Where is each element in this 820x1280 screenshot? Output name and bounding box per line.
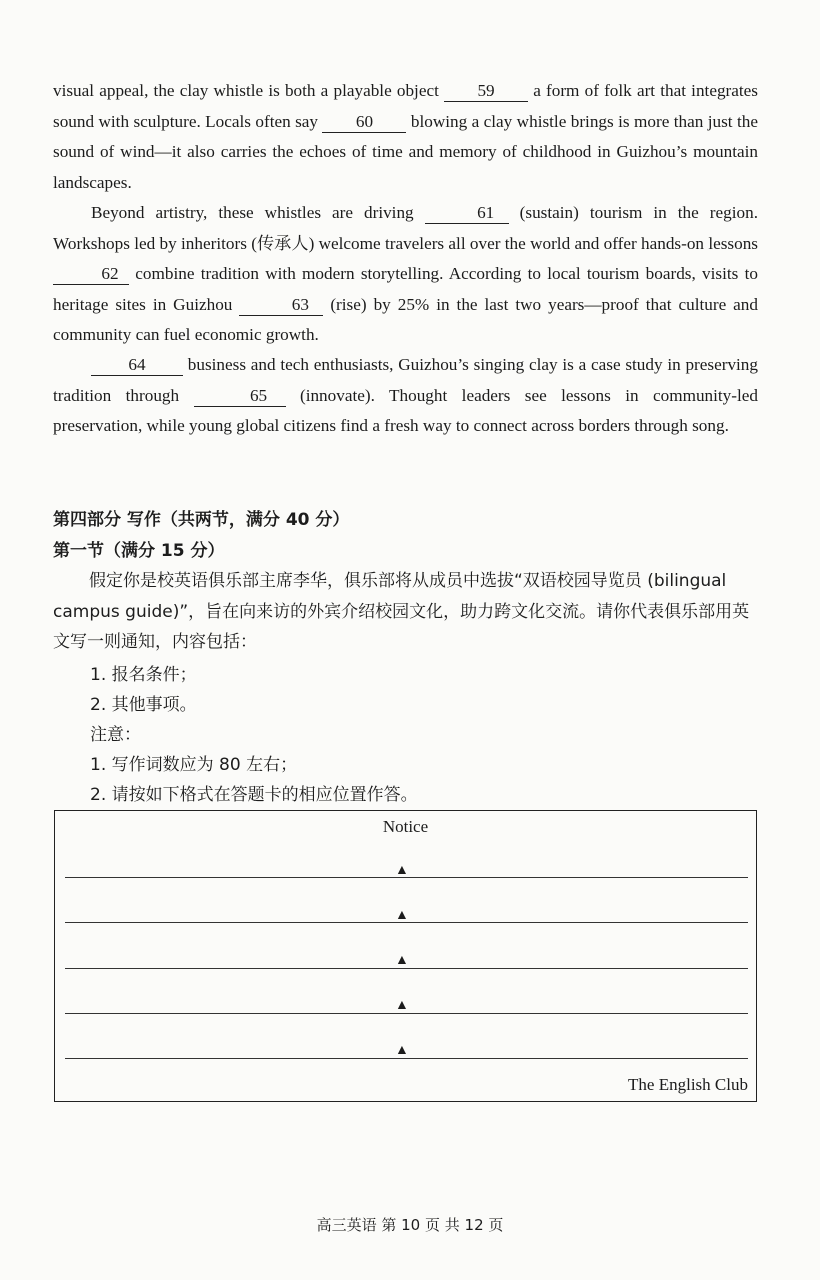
passage-text: (sustain) tourism in the region. Workshops led by inheritors (传承人) welcome travelers all over the world and offer hands-on lessons [53,203,758,253]
blank-59: 59 [444,81,528,102]
answer-box [54,810,757,1102]
blank-64: 64 [91,355,183,376]
signature: The English Club [628,1075,748,1094]
passage-paragraph-3 [53,350,758,442]
passage-text: a form of folk art that integrates sound with sculpture. Locals often say [53,81,758,131]
blank-61: 61 [425,203,509,224]
writing-prompt: 假定你是校英语俱乐部主席李华，俱乐部将从成员中选拔“双语校园导览员 (bilingual campus guide)”，旨在向来访的外宾介绍校园文化，助力跨文化交流。请你代表俱乐部用英文写一则通知，内容包括： [53,571,750,652]
triangle-marker-icon: ▲ [395,1043,409,1058]
passage-text: Beyond artistry, these whistles are driving [91,203,425,222]
triangle-marker-icon: ▲ [395,953,409,968]
note-label: 注意： [90,725,141,745]
blank-60: 60 [322,112,406,133]
requirement-item-1: 1. 报名条件； [90,665,197,685]
section-heading: 第四部分 写作（共两节，满分 40 分） [53,510,350,530]
note-item-2: 2. 请按如下格式在答题卡的相应位置作答。 [90,785,418,805]
blank-62: 62 [53,264,129,285]
writing-line [65,968,748,969]
passage-text: combine tradition with modern storytelling. According to local tourism boards, visits to heritage sites in Guizhou [53,264,758,314]
writing-line [65,1013,748,1014]
passage-text: blowing a clay whistle brings is more than just the sound of wind—it also carries the echoes of time and memory of childhood in Guizhou’s mountain landscapes. [53,111,758,192]
passage-paragraph-2 [53,198,758,351]
writing-line [65,1058,748,1059]
passage-text: (rise) by 25% in the last two years—proof that culture and community can fuel economic growth. [53,294,758,344]
triangle-marker-icon: ▲ [395,998,409,1013]
blank-63: 63 [239,295,323,316]
blank-65: 65 [194,386,286,407]
passage-text: visual appeal, the clay whistle is both a playable object [53,81,445,100]
passage-text: business and tech enthusiasts, Guizhou’s singing clay is a case study in preserving tradition through [53,355,758,405]
triangle-marker-icon: ▲ [395,863,409,878]
triangle-marker-icon: ▲ [395,908,409,923]
note-item-1: 1. 写作词数应为 80 左右； [90,755,298,775]
writing-line [65,922,748,923]
notice-title: Notice [382,817,429,836]
page-footer: 高三英语 第 10 页 共 12 页 [316,1216,504,1234]
passage-text: (innovate). Thought leaders see lessons in community-led preservation, while young global citizens find a fresh way to connect across borders through song. [53,385,758,435]
requirement-item-2: 2. 其他事项。 [90,695,197,715]
subsection-heading: 第一节（满分 15 分） [53,541,225,561]
writing-line [65,877,748,878]
passage-paragraph-1 [53,76,758,198]
